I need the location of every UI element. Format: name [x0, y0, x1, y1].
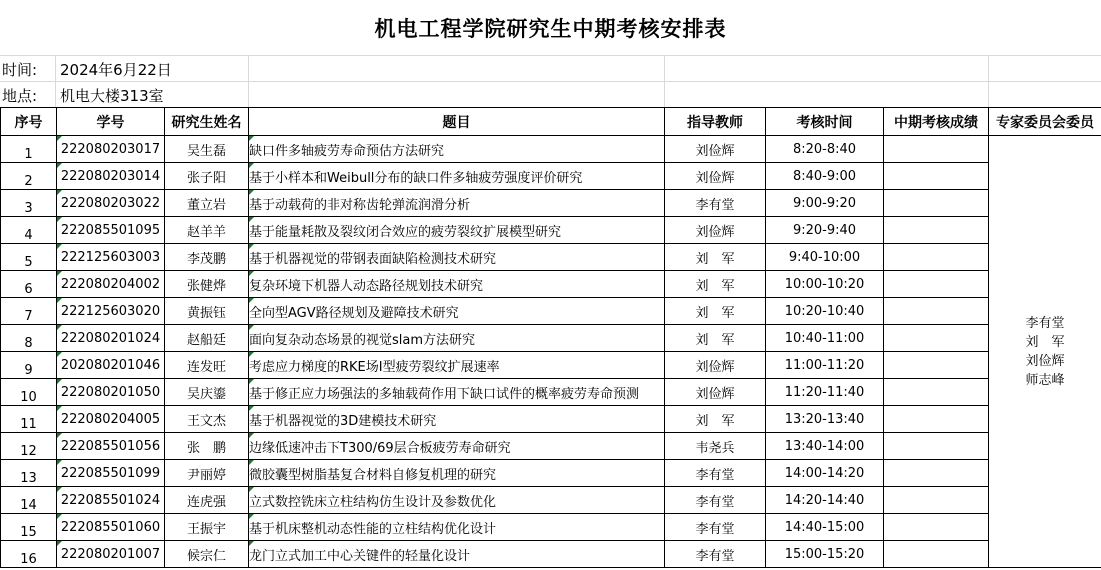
grade-cell[interactable]	[884, 352, 989, 379]
row-number-cell[interactable]: 16	[1, 541, 57, 568]
topic-cell[interactable]: 基于机器视觉的带钢表面缺陷检测技术研究	[249, 244, 665, 271]
exam-time-cell[interactable]: 8:40-9:00	[766, 163, 884, 190]
table-row	[1, 217, 1101, 244]
advisor-cell[interactable]: 李有堂	[665, 514, 766, 541]
advisor-cell[interactable]: 李有堂	[665, 541, 766, 568]
topic-cell[interactable]: 全向型AGV路径规划及避障技术研究	[249, 298, 665, 325]
info-row-place	[0, 81, 1101, 108]
grade-cell[interactable]	[884, 433, 989, 460]
topic-cell[interactable]: 面向复杂动态场景的视觉slam方法研究	[249, 325, 665, 352]
advisor-cell[interactable]: 李有堂	[665, 190, 766, 217]
topic-cell[interactable]: 基于小样本和Weibull分布的缺口件多轴疲劳强度评价研究	[249, 163, 665, 190]
student-id-cell[interactable]: 222080204002	[57, 271, 165, 298]
exam-time-cell[interactable]: 10:40-11:00	[766, 325, 884, 352]
header-cell[interactable]: 序号	[1, 108, 57, 136]
student-id-cell[interactable]: 222080201050	[57, 379, 165, 406]
exam-time-cell[interactable]: 9:40-10:00	[766, 244, 884, 271]
exam-time-cell[interactable]: 14:40-15:00	[766, 514, 884, 541]
grade-cell[interactable]	[884, 460, 989, 487]
table-row	[1, 298, 1101, 325]
table-row	[1, 136, 1101, 163]
exam-time-cell[interactable]: 14:00-14:20	[766, 460, 884, 487]
row-number-cell[interactable]: 7	[1, 298, 57, 325]
exam-time-cell[interactable]: 8:20-8:40	[766, 136, 884, 163]
table-row	[1, 487, 1101, 514]
row-number-cell[interactable]: 14	[1, 487, 57, 514]
grade-cell[interactable]	[884, 298, 989, 325]
header-cell[interactable]: 考核时间	[766, 108, 884, 136]
student-id-cell[interactable]: 222080201007	[57, 541, 165, 568]
grade-cell[interactable]	[884, 379, 989, 406]
student-id-cell[interactable]: 222080203017	[57, 136, 165, 163]
student-name-cell[interactable]: 张子阳	[165, 163, 249, 190]
student-name-cell[interactable]: 董立岩	[165, 190, 249, 217]
student-id-cell[interactable]: 222085501095	[57, 217, 165, 244]
student-id-cell[interactable]: 202080201046	[57, 352, 165, 379]
student-name-cell[interactable]: 王振宇	[165, 514, 249, 541]
table-row	[1, 541, 1101, 568]
student-name-cell[interactable]: 吴生磊	[165, 136, 249, 163]
student-name-cell[interactable]: 张 鹏	[165, 433, 249, 460]
info-row-time	[0, 55, 1101, 82]
grade-cell[interactable]	[884, 325, 989, 352]
advisor-cell[interactable]: 李有堂	[665, 460, 766, 487]
row-number-cell[interactable]: 12	[1, 433, 57, 460]
student-id-cell[interactable]: 222085501024	[57, 487, 165, 514]
exam-time-cell[interactable]: 11:00-11:20	[766, 352, 884, 379]
header-cell[interactable]: 专家委员会委员	[989, 108, 1101, 136]
student-name-cell[interactable]: 王文杰	[165, 406, 249, 433]
grade-cell[interactable]	[884, 514, 989, 541]
exam-time-cell[interactable]: 10:20-10:40	[766, 298, 884, 325]
table-row	[1, 406, 1101, 433]
row-number-cell[interactable]: 5	[1, 244, 57, 271]
exam-time-cell[interactable]: 13:20-13:40	[766, 406, 884, 433]
advisor-cell[interactable]: 刘俭辉	[665, 136, 766, 163]
grade-cell[interactable]	[884, 406, 989, 433]
student-name-cell[interactable]: 黄振钰	[165, 298, 249, 325]
row-number-cell[interactable]: 1	[1, 136, 57, 163]
committee-member: 刘俭辉	[1025, 353, 1065, 369]
student-id-cell[interactable]: 222080203022	[57, 190, 165, 217]
topic-cell[interactable]: 基于机床整机动态性能的立柱结构优化设计	[249, 514, 665, 541]
place-label: 地点:	[2, 87, 38, 105]
advisor-cell[interactable]: 刘 军	[665, 298, 766, 325]
topic-cell[interactable]: 边缘低速冲击下T300/69层合板疲劳寿命研究	[249, 433, 665, 460]
row-number-cell[interactable]: 8	[1, 325, 57, 352]
student-name-cell[interactable]: 吴庆鎏	[165, 379, 249, 406]
row-number-cell[interactable]: 3	[1, 190, 57, 217]
committee-cell[interactable]	[989, 136, 1101, 568]
grade-cell[interactable]	[884, 217, 989, 244]
grade-cell[interactable]	[884, 190, 989, 217]
topic-cell[interactable]: 微胶囊型树脂基复合材料自修复机理的研究	[249, 460, 665, 487]
student-name-cell[interactable]: 尹丽婷	[165, 460, 249, 487]
table-row	[1, 325, 1101, 352]
exam-time-cell[interactable]: 9:00-9:20	[766, 190, 884, 217]
table-row	[1, 460, 1101, 487]
table-row	[1, 244, 1101, 271]
student-name-cell[interactable]: 赵羊羊	[165, 217, 249, 244]
table-row	[1, 379, 1101, 406]
student-name-cell[interactable]: 连发旺	[165, 352, 249, 379]
exam-time-cell[interactable]: 10:00-10:20	[766, 271, 884, 298]
advisor-cell[interactable]: 刘 军	[665, 244, 766, 271]
topic-cell[interactable]: 基于机器视觉的3D建模技术研究	[249, 406, 665, 433]
committee-member: 师志峰	[1025, 372, 1065, 388]
advisor-cell[interactable]: 刘俭辉	[665, 217, 766, 244]
advisor-cell[interactable]: 刘 军	[665, 325, 766, 352]
header-cell[interactable]: 题目	[249, 108, 665, 136]
student-name-cell[interactable]: 张健烨	[165, 271, 249, 298]
grade-cell[interactable]	[884, 244, 989, 271]
time-value[interactable]: 2024年6月22日	[60, 61, 172, 79]
row-number-cell[interactable]: 13	[1, 460, 57, 487]
grade-cell[interactable]	[884, 163, 989, 190]
advisor-cell[interactable]: 李有堂	[665, 487, 766, 514]
place-value[interactable]: 机电大楼313室	[60, 87, 164, 105]
grade-cell[interactable]	[884, 136, 989, 163]
table-row	[1, 163, 1101, 190]
advisor-cell[interactable]: 韦尧兵	[665, 433, 766, 460]
committee-member: 李有堂	[1025, 315, 1065, 331]
advisor-cell[interactable]: 刘 军	[665, 406, 766, 433]
topic-cell[interactable]: 立式数控铣床立柱结构仿生设计及参数优化	[249, 487, 665, 514]
student-id-cell[interactable]: 222125603003	[57, 244, 165, 271]
table-row	[1, 352, 1101, 379]
exam-time-cell[interactable]: 15:00-15:20	[766, 541, 884, 568]
student-name-cell[interactable]: 赵船廷	[165, 325, 249, 352]
advisor-cell[interactable]: 刘 军	[665, 271, 766, 298]
student-id-cell[interactable]: 222080204005	[57, 406, 165, 433]
schedule-table	[0, 107, 1101, 568]
header-cell[interactable]: 指导教师	[665, 108, 766, 136]
student-id-cell[interactable]: 222080203014	[57, 163, 165, 190]
table-row	[1, 514, 1101, 541]
row-number-cell[interactable]: 6	[1, 271, 57, 298]
header-cell[interactable]: 研究生姓名	[165, 108, 249, 136]
student-name-cell[interactable]: 连虎强	[165, 487, 249, 514]
topic-cell[interactable]: 基于能量耗散及裂纹闭合效应的疲劳裂纹扩展模型研究	[249, 217, 665, 244]
grade-cell[interactable]	[884, 271, 989, 298]
table-row	[1, 271, 1101, 298]
student-id-cell[interactable]: 222085501056	[57, 433, 165, 460]
row-number-cell[interactable]: 4	[1, 217, 57, 244]
student-id-cell[interactable]: 222085501099	[57, 460, 165, 487]
student-name-cell[interactable]: 李茂鹏	[165, 244, 249, 271]
grade-cell[interactable]	[884, 541, 989, 568]
header-cell[interactable]: 学号	[57, 108, 165, 136]
table-row	[1, 433, 1101, 460]
topic-cell[interactable]: 缺口件多轴疲劳寿命预估方法研究	[249, 136, 665, 163]
page-title: 机电工程学院研究生中期考核安排表	[374, 17, 727, 41]
exam-time-cell[interactable]: 11:20-11:40	[766, 379, 884, 406]
student-id-cell[interactable]: 222125603020	[57, 298, 165, 325]
row-number-cell[interactable]: 9	[1, 352, 57, 379]
row-number-cell[interactable]: 10	[1, 379, 57, 406]
exam-time-cell[interactable]: 13:40-14:00	[766, 433, 884, 460]
header-row	[1, 108, 1101, 136]
row-number-cell[interactable]: 11	[1, 406, 57, 433]
student-name-cell[interactable]: 候宗仁	[165, 541, 249, 568]
table-row	[1, 190, 1101, 217]
committee-member: 刘 军	[1025, 334, 1065, 350]
topic-cell[interactable]: 基于动载荷的非对称齿轮弹流润滑分析	[249, 190, 665, 217]
exam-time-cell[interactable]: 14:20-14:40	[766, 487, 884, 514]
grade-cell[interactable]	[884, 487, 989, 514]
topic-cell[interactable]: 考虑应力梯度的RKE场I型疲劳裂纹扩展速率	[249, 352, 665, 379]
topic-cell[interactable]: 基于修正应力场强法的多轴载荷作用下缺口试件的概率疲劳寿命预测	[249, 379, 665, 406]
time-label: 时间:	[2, 61, 38, 79]
advisor-cell[interactable]: 刘俭辉	[665, 163, 766, 190]
topic-cell[interactable]: 龙门立式加工中心关键件的轻量化设计	[249, 541, 665, 568]
row-number-cell[interactable]: 15	[1, 514, 57, 541]
student-id-cell[interactable]: 222085501060	[57, 514, 165, 541]
row-number-cell[interactable]: 2	[1, 163, 57, 190]
exam-time-cell[interactable]: 9:20-9:40	[766, 217, 884, 244]
advisor-cell[interactable]: 刘俭辉	[665, 352, 766, 379]
header-cell[interactable]: 中期考核成绩	[884, 108, 989, 136]
topic-cell[interactable]: 复杂环境下机器人动态路径规划技术研究	[249, 271, 665, 298]
advisor-cell[interactable]: 刘俭辉	[665, 379, 766, 406]
student-id-cell[interactable]: 222080201024	[57, 325, 165, 352]
